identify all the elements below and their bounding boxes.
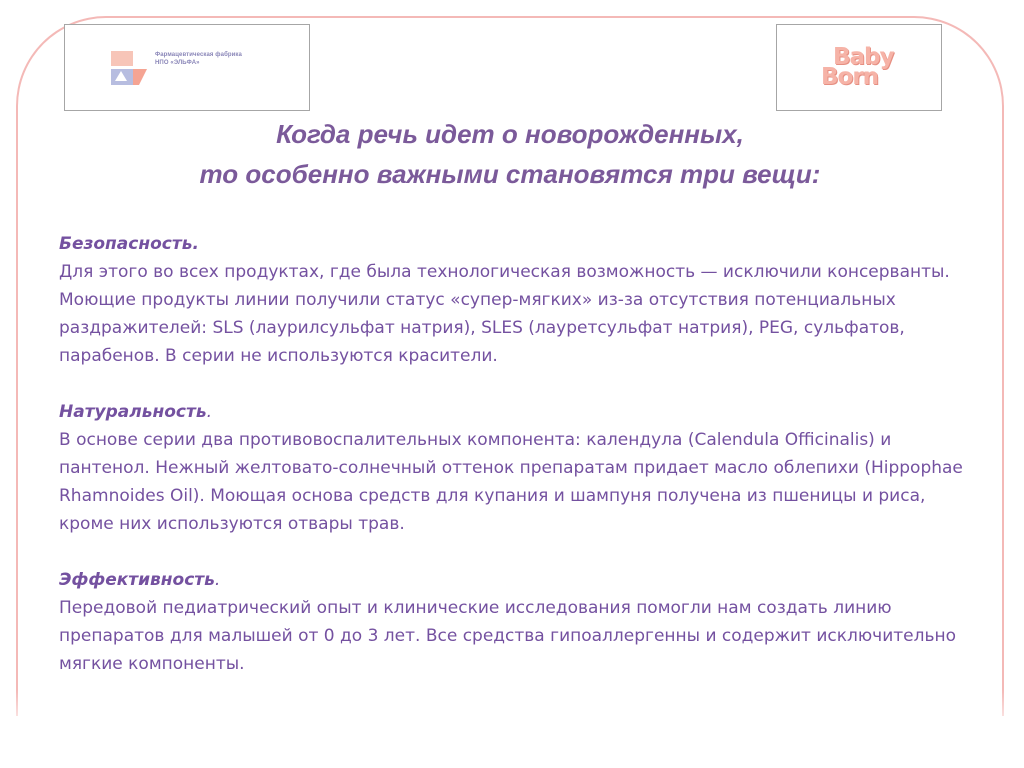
elfa-logo-mark-icon <box>109 49 149 89</box>
baby-born-logo-line1: Baby <box>833 44 894 70</box>
section-safety <box>59 230 969 370</box>
elfa-logo-line2: НПО «ЭЛЬФА» <box>155 60 200 66</box>
section-heading: Эффективность. <box>59 570 221 590</box>
elfa-logo <box>64 24 310 111</box>
baby-born-logo <box>776 24 942 111</box>
section-effectiveness <box>59 566 969 678</box>
content-body <box>59 230 969 706</box>
section-heading: Безопасность. <box>59 234 199 254</box>
page-title <box>60 114 960 194</box>
section-text: Передовой педиатрический опыт и клинические исследования помогли нам создать линию препаратов для малышей от 0 до 3 лет. Все средства гипоаллергенны и содержит исключительно мягкие компоненты. <box>59 598 957 674</box>
section-heading: Натуральность. <box>59 402 212 422</box>
section-heading-text: Эффективность <box>59 570 215 590</box>
elfa-logo-text <box>155 51 242 67</box>
elfa-logo-line1: Фармацевтическая фабрика <box>155 52 242 58</box>
section-naturalness <box>59 398 969 538</box>
title-line-2: то особенно важными становятся три вещи: <box>199 159 821 189</box>
section-text: В основе серии два противовоспалительных компонента: календула (Calendula Officinalis) и пантенол. Нежный желтовато-солнечный оттенок препаратам придает масло облепихи (Hippophae Rhamnoides Oil). Моющая основа средств для купания и шампуня получена из пшеницы и риса, кроме них используются отвары трав. <box>59 430 963 534</box>
title-line-1: Когда речь идет о новорожденных, <box>276 119 744 149</box>
baby-born-logo-line2: Born <box>821 64 879 90</box>
section-text: Для этого во всех продуктах, где была технологическая возможность — исключили консерванты. Моющие продукты линии получили статус «супер-мягких» из-за отсутствия потенциальных раздражителей: SLS (лаурилсульфат натрия), SLES (лауретсульфат натрия), PEG, сульфатов, парабенов. В серии не используются красители. <box>59 262 950 366</box>
section-heading-text: Натуральность <box>59 402 207 422</box>
